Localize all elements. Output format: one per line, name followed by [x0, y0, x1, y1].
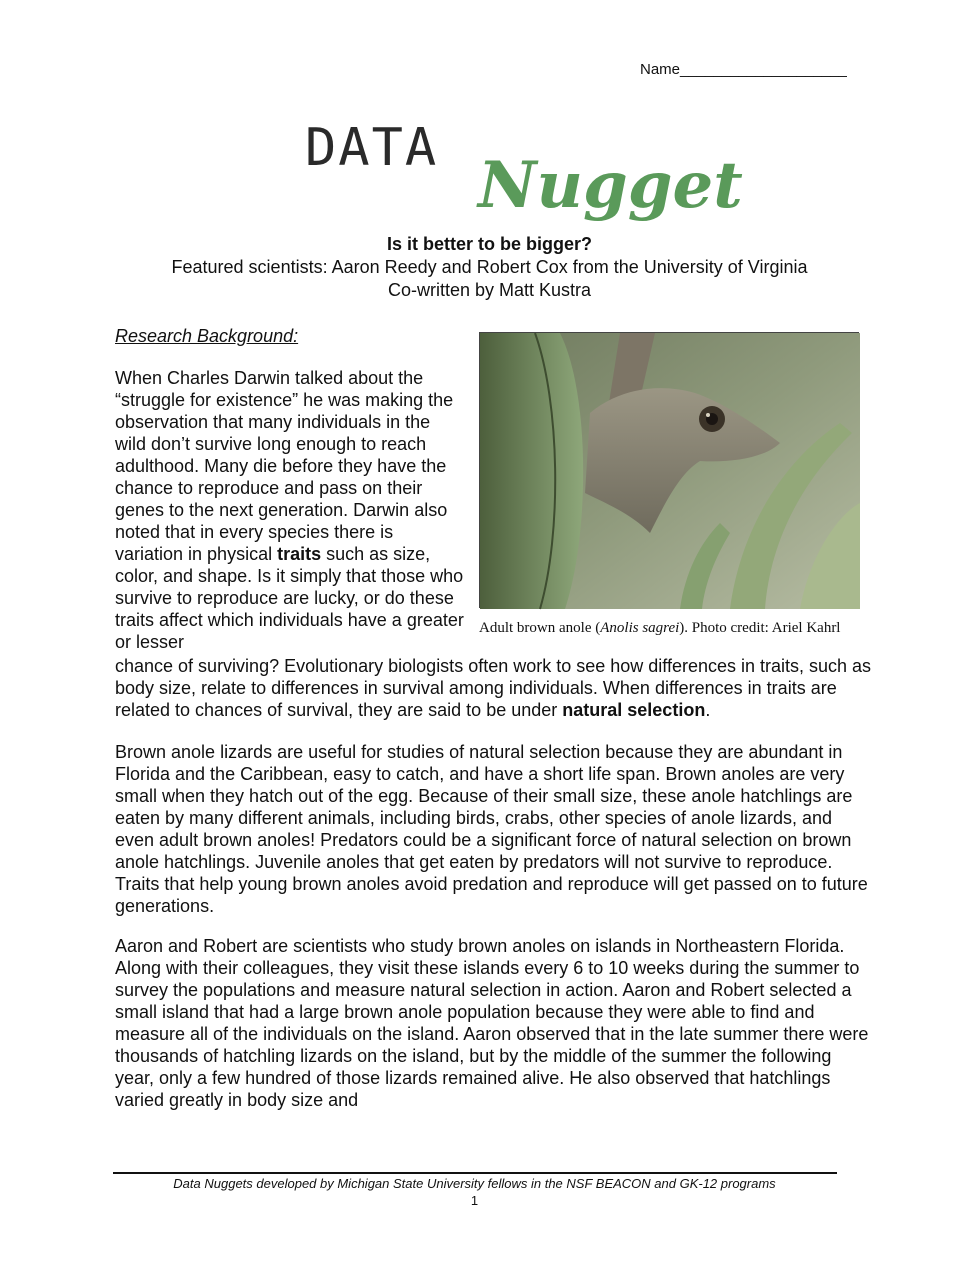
paragraph-1-continued: [115, 655, 875, 721]
term-natural-selection: natural selection: [562, 700, 706, 720]
paragraph-1-wrapped: [115, 367, 465, 653]
caption-prefix: Adult brown anole (: [479, 620, 601, 636]
paragraph-1-text-b: such as size, color, and shape. Is it simply that those who survive to reproduce are lucky, or do these traits affect which individuals have a greater or lesser: [115, 544, 464, 652]
featured-scientists: Featured scientists: Aaron Reedy and Robert Cox from the University of Virginia: [171, 257, 808, 277]
paragraph-1-text-c: chance of surviving? Evolutionary biologists often work to see how differences in traits, such as body size, relate to differences in survival among individuals. When differences in traits are related to chances of survival, they are said to be under: [115, 656, 872, 720]
co-author-line: Co-written by Matt Kustra: [387, 280, 592, 300]
logo-nugget-text: Nugget: [478, 148, 743, 223]
paragraph-1-text-d: .: [705, 700, 711, 720]
anole-photo-image: [480, 333, 860, 609]
data-nugget-logo: [300, 115, 743, 235]
document-title: Is it better to be bigger?: [386, 234, 592, 254]
anole-photo: [479, 332, 859, 608]
logo-data-text: DATA: [305, 118, 439, 178]
footer-divider: [113, 1172, 837, 1174]
section-heading: Research Background:: [115, 326, 299, 346]
document-heading: [0, 233, 979, 302]
species-name: Anolis sagrei: [600, 620, 680, 636]
paragraph-1-text-a: When Charles Darwin talked about the “struggle for existence” he was making the observation that many individuals in the wild don’t survive long enough to reach adulthood. Many die before they have the chance to reproduce and pass on their genes to the next generation. Darwin also noted that in every species there is variation in physical: [115, 368, 454, 564]
page-number: 1: [470, 1193, 479, 1208]
paragraph-3: Aaron and Robert are scientists who study brown anoles on islands in Northeastern Florida. Along with their colleagues, they visit these islands every 6 to 10 weeks during the summer to survey the populations and measure natural selection in action. Aaron and Robert selected a small island that had a large brown anole population because they were able to find and measure all of the individuals on the island. Aaron observed that in the late summer there were thousands of hatchling lizards on the island, but by the middle of the summer the following year, only a few hundred of those lizards remained alive. He also observed that hatchlings varied greatly in body size and: [115, 936, 869, 1110]
photo-caption: [479, 620, 840, 637]
caption-credit: ). Photo credit: Ariel Kahrl: [679, 620, 841, 636]
term-traits: traits: [277, 544, 322, 564]
name-field-label: Name____________________: [640, 61, 847, 78]
paragraph-2: Brown anole lizards are useful for studies of natural selection because they are abundant in Florida and the Caribbean, easy to catch, and have a short life span. Brown anoles are very small when they hatch out of the egg. Because of their small size, these anole hatchlings are eaten by many different animals, including birds, crabs, other species of anole lizards, and even adult brown anoles! Predators could be a significant force of natural selection on brown anole hatchlings. Juvenile anoles that get eaten by predators will not survive to reproduce. Traits that help young brown anoles avoid predation and reproduce will get passed on to future generations.: [115, 742, 868, 916]
footer-credit: Data Nuggets developed by Michigan State University fellows in the NSF BEACON and GK-12 programs: [173, 1176, 776, 1191]
